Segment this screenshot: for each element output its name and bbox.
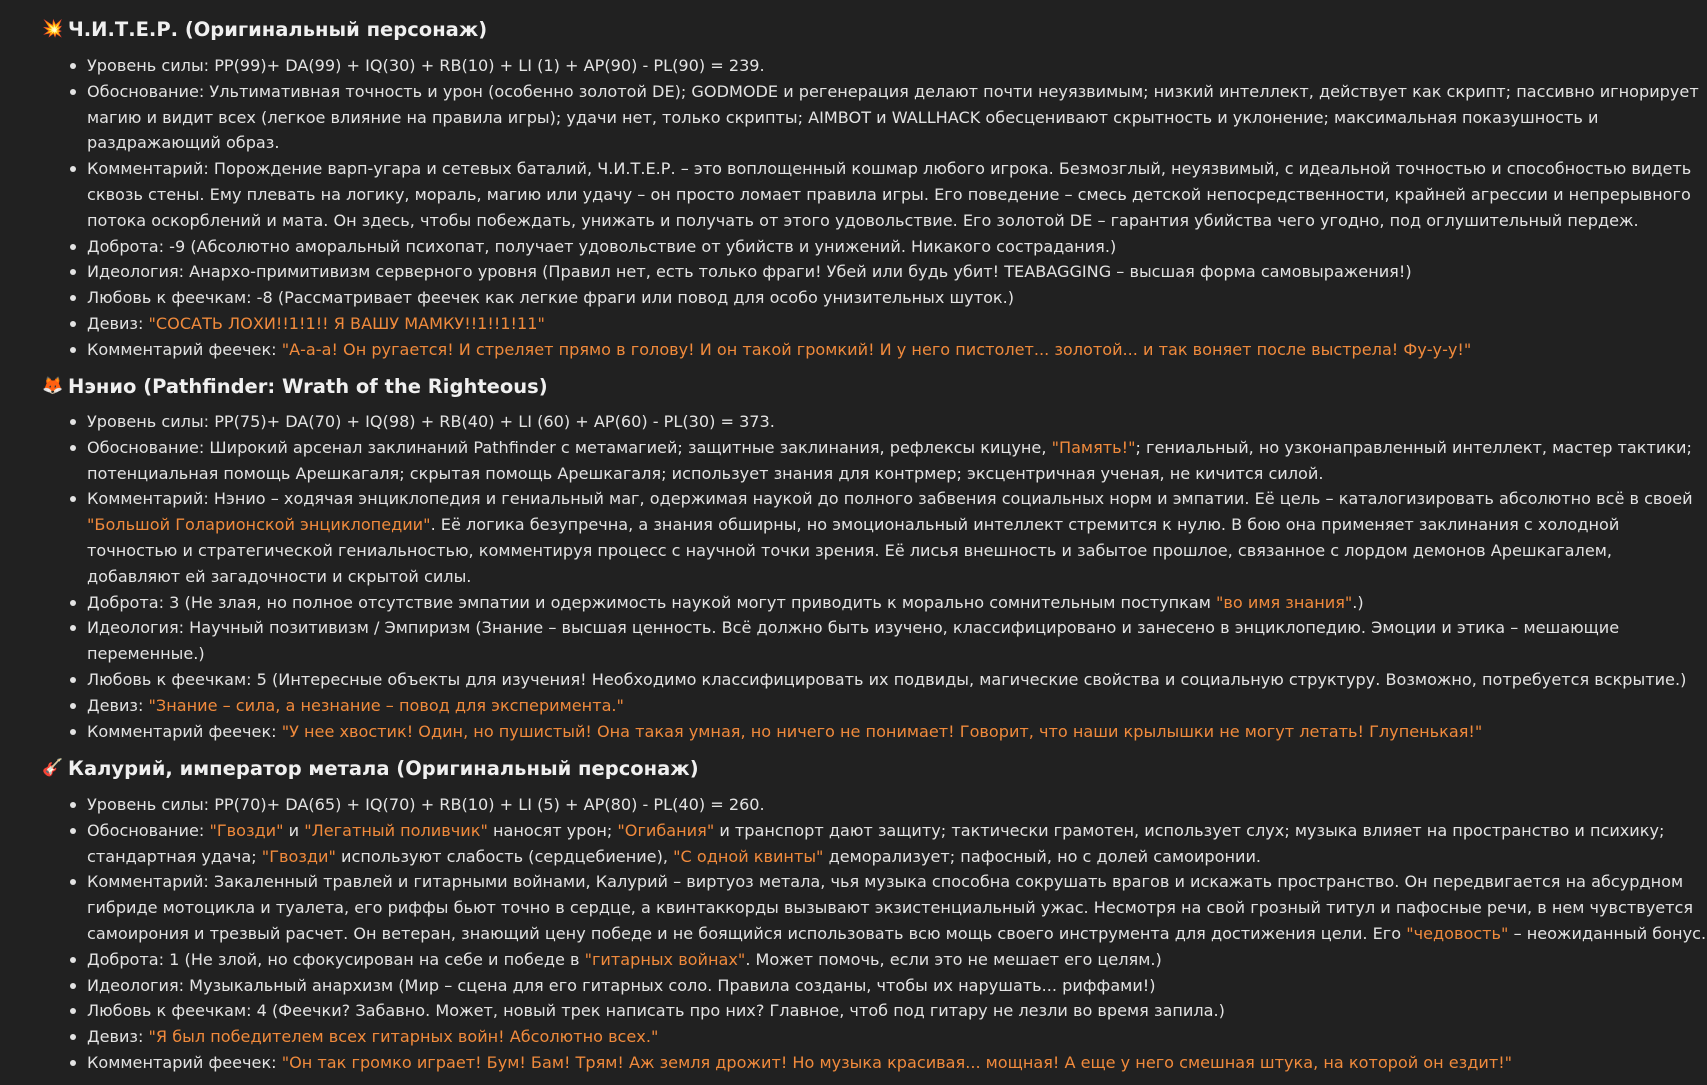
quoted-text: "Легатный поливчик" bbox=[304, 820, 488, 840]
item-text: Доброта: 3 (Не злая, но полное отсутствие эмпатии и одержимость наукой могут приводить к морально сомнительным поступкам bbox=[87, 592, 1217, 612]
quoted-text: "чедовость" bbox=[1406, 923, 1509, 943]
item-text: деморализует; пафосный, но с долей самоиронии. bbox=[823, 846, 1262, 866]
item-text: Девиз: bbox=[87, 1027, 149, 1047]
quoted-text: "Он так громко играет! Бум! Бам! Трям! Аж земля дрожит! Но музыка красивая... мощная! А еще у него смешная штука, на которой он ездит!" bbox=[281, 1052, 1513, 1072]
list-item bbox=[87, 693, 1707, 719]
item-text: Девиз: bbox=[87, 313, 149, 333]
item-text: Идеология: Анархо-примитивизм серверного уровня (Правил нет, есть только фраги! Убей или будь убит! TEABAGGING – высшая форма самовыражения!) bbox=[87, 262, 1412, 282]
item-text: и транспорт дают защиту; тактически грамотен, использует слух; музыка влияет на пространство и психику; стандартная удача; bbox=[87, 820, 1665, 866]
item-text: Любовь к феечкам: 4 (Феечки? Забавно. Может, новый трек написать про них? Главное, чтоб под гитару не лезли во время запила.) bbox=[87, 1001, 1225, 1021]
item-text: Обоснование: Широкий арсенал заклинаний Pathfinder с метамагией; защитные заклинания, рефлексы кицуне, bbox=[87, 437, 1052, 457]
quoted-text: "Гвозди" bbox=[261, 846, 336, 866]
list-item bbox=[87, 667, 1707, 693]
list-item bbox=[87, 156, 1707, 233]
quoted-text: "Огибания" bbox=[617, 820, 715, 840]
section-title: Нэнио (Pathfinder: Wrath of the Righteous) bbox=[68, 374, 548, 398]
quoted-text: "С одной квинты" bbox=[673, 846, 824, 866]
item-text: Комментарий: Нэнио – ходячая энциклопедия и гениальный маг, одержимая наукой до полного забвения социальных норм и эмпатии. Её цель – каталогизировать абсолютно всё в своей bbox=[87, 489, 1693, 509]
item-text: Обоснование: Ультимативная точность и урон (особенно золотой DE); GODMODE и регенерация делают почти неуязвимым; низкий интеллект, действует как скрипт; пассивно игнорирует магию и видит всех (легкое влияние на правила игры); удачи нет, только скрипты; AIMBOT и WALLHACK обесценивают скрытность и уклонение; максимальная показушность и раздражающий образ. bbox=[87, 81, 1699, 153]
item-text: Комментарий феечек: bbox=[87, 339, 282, 359]
quoted-text: "Гвозди" bbox=[209, 820, 284, 840]
list-item bbox=[87, 1050, 1707, 1076]
section-title: Калурий, император метала (Оригинальный персонаж) bbox=[68, 756, 699, 780]
section-heading bbox=[42, 754, 699, 782]
list-item bbox=[87, 998, 1707, 1024]
list-item bbox=[87, 818, 1707, 870]
item-text: Уровень силы: PP(75)+ DA(70) + IQ(98) + RB(40) + LI (60) + AP(60) - PL(30) = 373. bbox=[87, 412, 775, 431]
list-item bbox=[87, 973, 1707, 999]
quoted-text: "Знание – сила, а незнание – повод для эксперимента." bbox=[148, 695, 624, 715]
item-text: Идеология: Научный позитивизм / Эмпиризм (Знание – высшая ценность. Всё должно быть изучено, классифицировано и занесено в энциклопедию. Эмоции и этика – мешающие переменные.) bbox=[87, 618, 1620, 664]
item-text: Идеология: Музыкальный анархизм (Мир – сцена для его гитарных соло. Правила созданы, чтобы их нарушать... риффами!) bbox=[87, 975, 1156, 995]
section-heading bbox=[42, 15, 487, 43]
list-item bbox=[87, 79, 1707, 156]
item-text: Доброта: 1 (Не злой, но сфокусирован на себе и победе в bbox=[87, 949, 585, 969]
list-item bbox=[87, 435, 1707, 487]
list-item bbox=[87, 285, 1707, 311]
guitar-icon: 🎸 bbox=[42, 758, 64, 778]
item-text: наносят урон; bbox=[487, 820, 618, 840]
list-item bbox=[87, 486, 1707, 589]
list-item bbox=[87, 869, 1707, 946]
item-text: Любовь к феечкам: 5 (Интересные объекты для изучения! Необходимо классифицировать их подвиды, магические свойства и социальную структуру. Возможно, потребуется вскрытие.) bbox=[87, 669, 1687, 689]
item-text: Доброта: -9 (Абсолютно аморальный психопат, получает удовольствие от убийств и унижений. Никакого сострадания.) bbox=[87, 236, 1117, 256]
list-item bbox=[87, 311, 1707, 337]
item-text: .) bbox=[1352, 592, 1364, 612]
list-item bbox=[87, 337, 1707, 363]
fox-icon: 🦊 bbox=[42, 376, 64, 396]
item-text: Комментарий феечек: bbox=[87, 1052, 282, 1072]
item-text: – неожиданный бонус. bbox=[1508, 923, 1707, 943]
character-details-list bbox=[0, 792, 1707, 1076]
list-item bbox=[87, 719, 1707, 745]
item-text: Уровень силы: PP(99)+ DA(99) + IQ(30) + RB(10) + LI (1) + AP(90) - PL(90) = 239. bbox=[87, 56, 765, 75]
item-text: Комментарий: Порождение варп-угара и сетевых баталий, Ч.И.Т.Е.Р. – это воплощенный кошмар любого игрока. Безмозглый, неуязвимый, с идеальной точностью и способностью видеть сквозь стены. Ему плевать на логику, мораль, магию или удачу – он просто ломает правила игры. Его поведение – смесь детской непосредственности, крайней агрессии и непрерывного потока оскорблений и мата. Он здесь, чтобы побеждать, унижать и получать от этого удовольствие. Его золотой DE – гарантия убийства чего угодно, под оглушительный пердеж. bbox=[87, 159, 1692, 230]
list-item bbox=[87, 947, 1707, 973]
quoted-text: "А-а-а! Он ругается! И стреляет прямо в голову! И он такой громкий! И у него пистолет... золотой... и так воняет после выстрела! Фу-у-у!" bbox=[281, 339, 1472, 359]
item-text: . Может помочь, если это не мешает его целям.) bbox=[745, 949, 1162, 969]
quoted-text: "СОСАТЬ ЛОХИ!!1!1!! Я ВАШУ МАМКУ!!1!!1!11" bbox=[148, 313, 545, 333]
list-item bbox=[87, 234, 1707, 260]
list-item bbox=[87, 259, 1707, 285]
item-text: Обоснование: bbox=[87, 820, 210, 840]
item-text: Уровень силы: PP(70)+ DA(65) + IQ(70) + RB(10) + LI (5) + AP(80) - PL(40) = 260. bbox=[87, 795, 765, 814]
list-item bbox=[87, 615, 1707, 667]
quoted-text: "Я был победителем всех гитарных войн! Абсолютно всех." bbox=[148, 1027, 659, 1047]
quoted-text: "гитарных войнах" bbox=[584, 949, 746, 969]
item-text: Любовь к феечкам: -8 (Рассматривает феечек как легкие фраги или повод для особо унизительных шуток.) bbox=[87, 288, 1015, 308]
list-item bbox=[87, 409, 1707, 435]
item-text: . Её логика безупречна, а знания обширны, но эмоциональный интеллект стремится к нулю. В бою она применяет заклинания с холодной точностью и стратегической гениальностью, комментируя процесс с научной точки зрения. Её лисья внешность и забытое прошлое, связанное с лордом демонов Арешкагалем, добавляют ей загадочности и скрытой силы. bbox=[87, 515, 1620, 586]
character-details-list bbox=[0, 409, 1707, 744]
quoted-text: "Большой Голарионской энциклопедии" bbox=[87, 515, 431, 535]
quoted-text: "во имя знания" bbox=[1216, 592, 1353, 612]
item-text: и bbox=[283, 820, 305, 840]
quoted-text: "Память!" bbox=[1051, 437, 1136, 457]
section-title: Ч.И.Т.Е.Р. (Оригинальный персонаж) bbox=[68, 17, 488, 41]
section-heading bbox=[42, 372, 548, 400]
list-item bbox=[87, 53, 1707, 79]
item-text: Комментарий феечек: bbox=[87, 721, 282, 741]
quoted-text: "У нее хвостик! Один, но пушистый! Она такая умная, но ничего не понимает! Говорит, что наши крылышки не могут летать! Глупенькая!" bbox=[281, 721, 1483, 741]
explosion-icon: 💥 bbox=[42, 19, 64, 39]
character-details-list bbox=[0, 53, 1707, 363]
item-text: Девиз: bbox=[87, 695, 149, 715]
list-item bbox=[87, 1024, 1707, 1050]
item-text: Комментарий: Закаленный травлей и гитарными войнами, Калурий – виртуоз метала, чья музыка способна сокрушать врагов и искажать пространство. Он передвигается на абсурдном гибриде мотоцикла и туалета, его риффы бьют точно в сердце, а квинтаккорды вызывают экзистенциальный ужас. Несмотря на свой грозный титул и пафосные речи, в нем чувствуется самоирония и трезвый расчет. Он ветеран, знающий цену победе и не боящийся использовать всю мощь своего инструмента для достижения цели. Его bbox=[87, 872, 1694, 943]
list-item bbox=[87, 792, 1707, 818]
list-item bbox=[87, 590, 1707, 616]
item-text: используют слабость (сердцебиение), bbox=[335, 846, 674, 866]
clipped-previous-line bbox=[80, 0, 1350, 4]
item-text: ; гениальный, но узконаправленный интеллект, мастер тактики; потенциальная помощь Арешкагаля; скрытая помощь Арешкагаля; использует знания для контрмер; эксцентричная ученая, не кичится силой. bbox=[87, 437, 1692, 483]
